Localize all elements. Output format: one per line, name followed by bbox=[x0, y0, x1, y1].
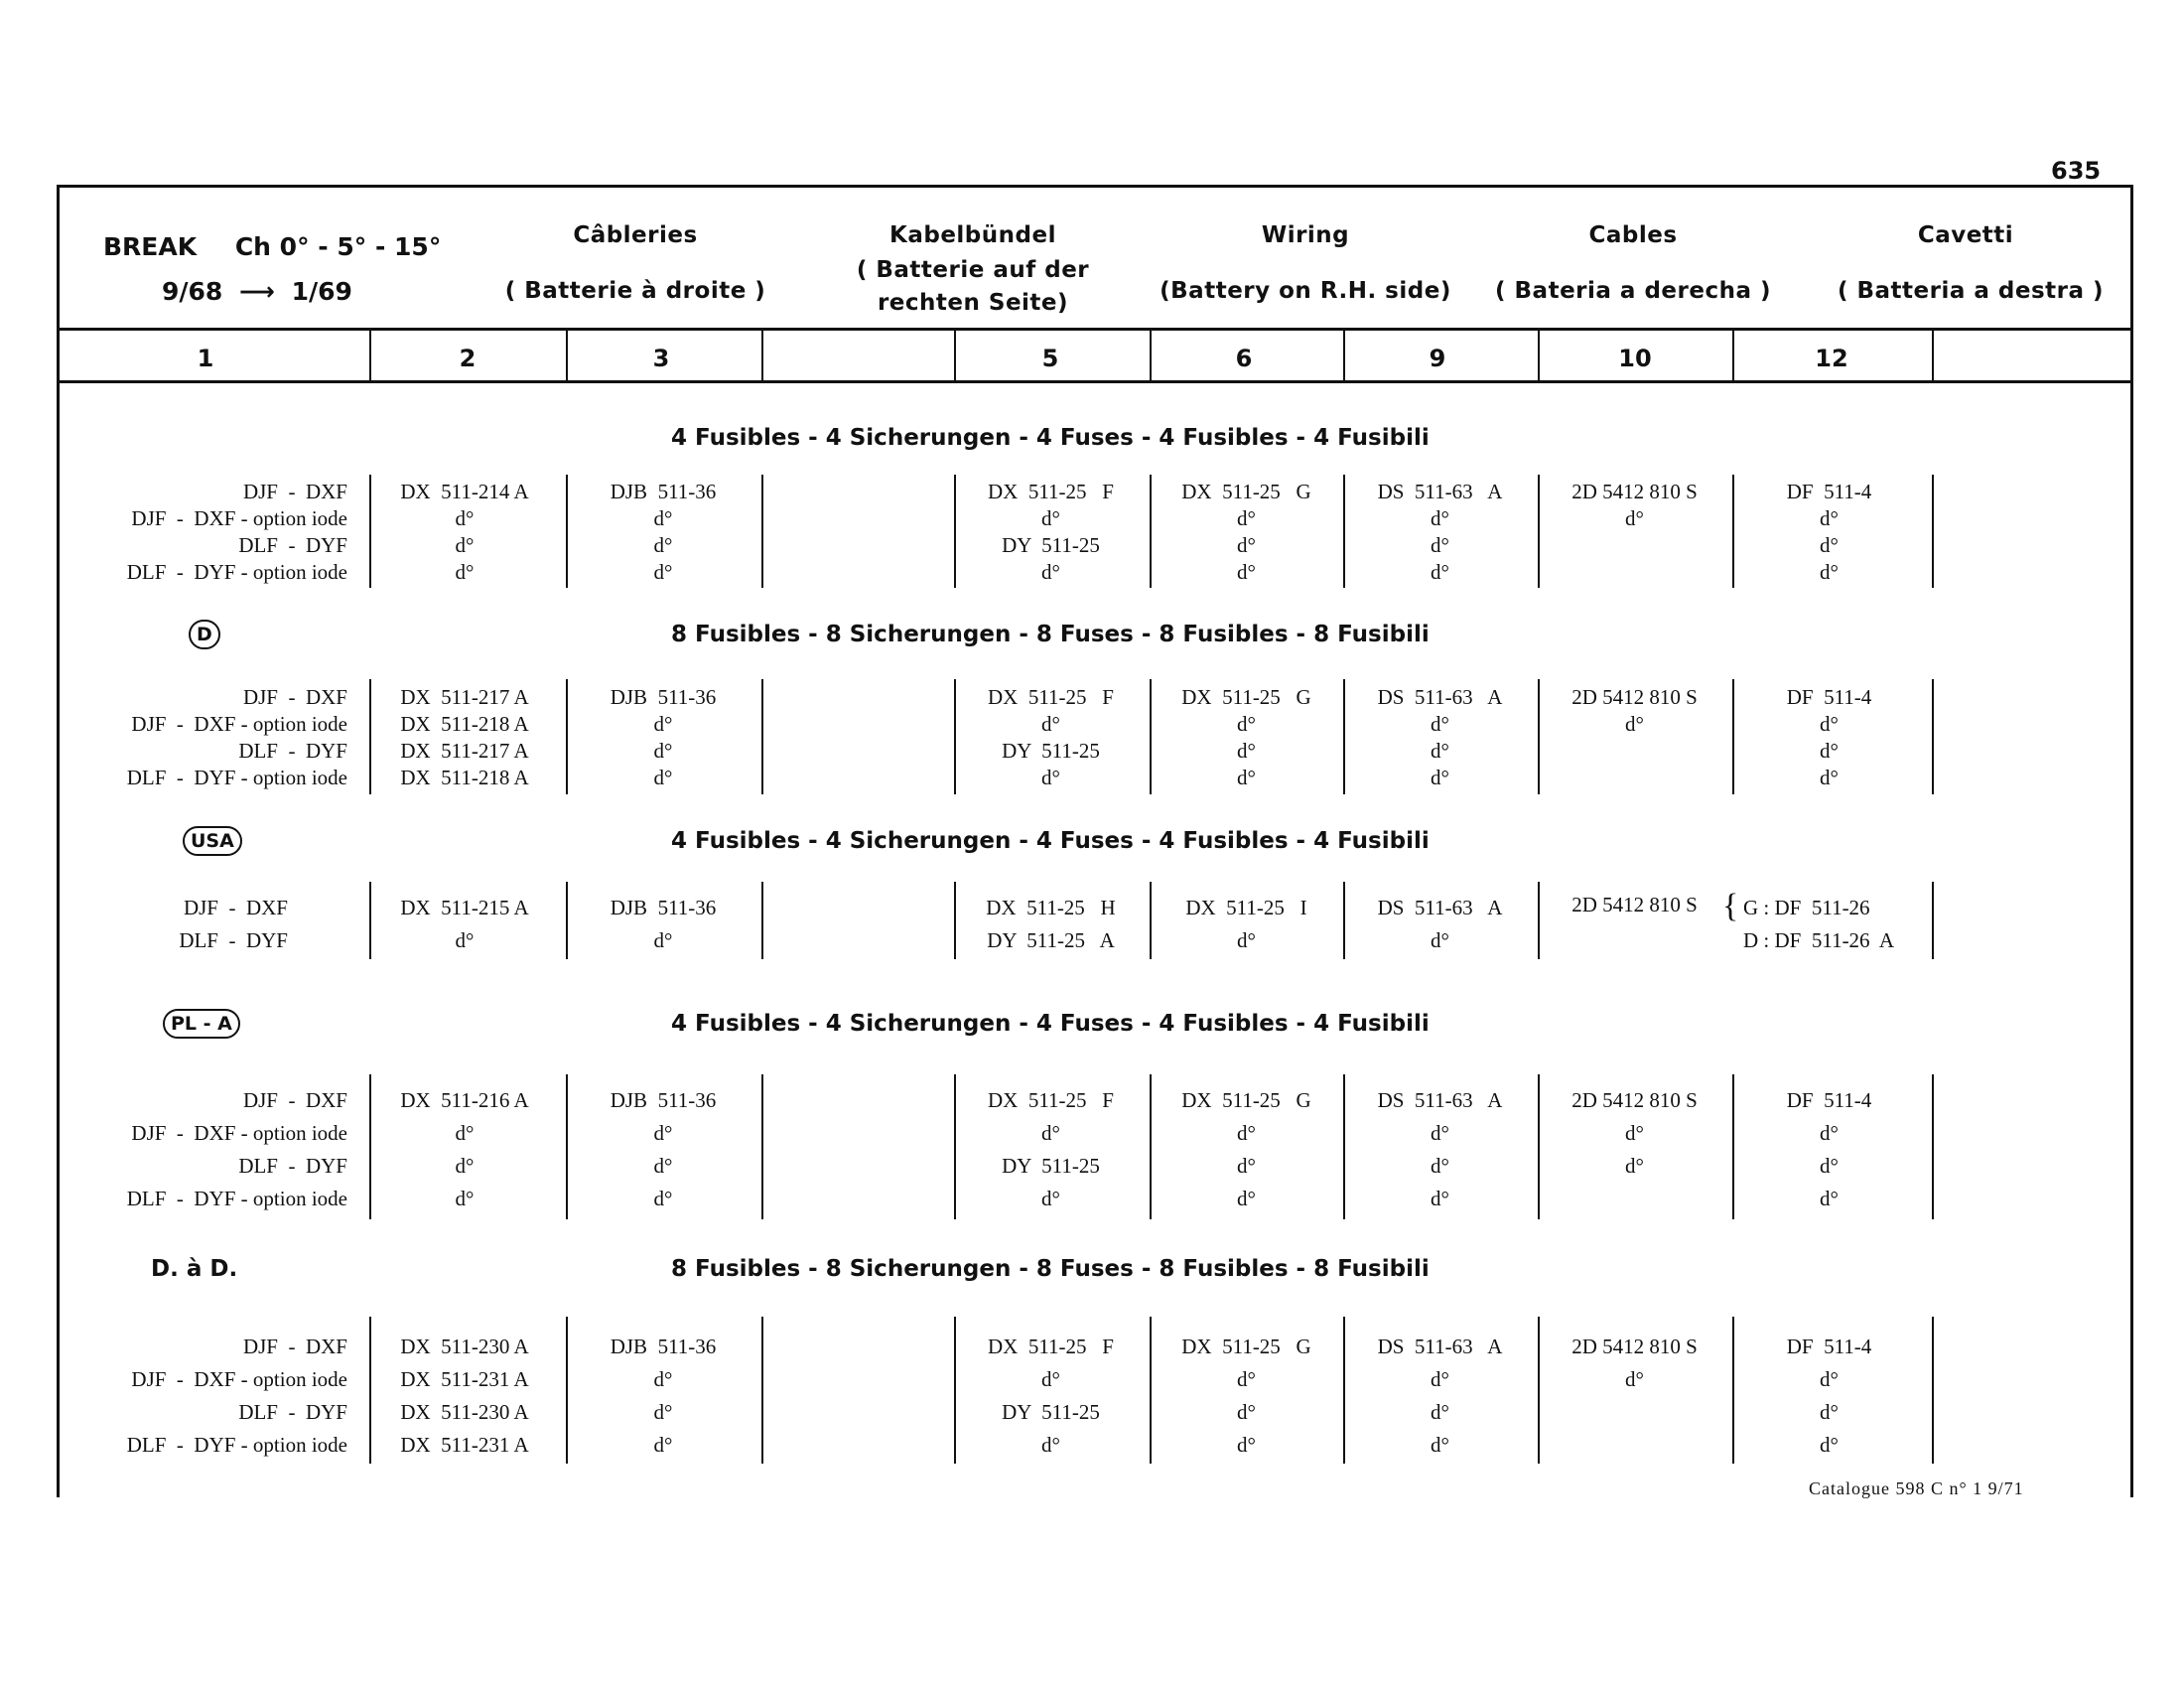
cell-divider bbox=[1932, 1074, 1934, 1219]
section-col10: 2D 5412 810 S d° bbox=[1571, 480, 1698, 530]
header-divider bbox=[57, 328, 2133, 331]
section-col10: 2D 5412 810 S d° bbox=[1571, 1335, 1698, 1391]
cell-divider bbox=[954, 475, 956, 588]
header-german-title: Kabelbündel bbox=[889, 222, 1056, 248]
cell-divider bbox=[954, 882, 956, 959]
column-separator bbox=[761, 331, 763, 383]
section-col10: 2D 5412 810 S d° bbox=[1571, 685, 1698, 736]
column-separator bbox=[369, 331, 371, 383]
section-col5: DX 511-25 H DY 511-25 A bbox=[986, 896, 1116, 952]
cell-divider bbox=[1732, 475, 1734, 588]
header-english-title: Wiring bbox=[1261, 222, 1350, 248]
country-code: D bbox=[189, 620, 220, 649]
cell-divider bbox=[1932, 1317, 1934, 1464]
section-vehicle-codes: DJF - DXF DJF - DXF - option iode DLF - DYF DLF - DYF - option iode bbox=[126, 1335, 347, 1457]
column-separator bbox=[1538, 331, 1540, 383]
cell-divider bbox=[566, 475, 568, 588]
section-col10: 2D 5412 810 S d° d° bbox=[1571, 1088, 1698, 1178]
chassis-range: Ch 0° - 5° - 15° bbox=[234, 232, 442, 261]
cell-divider bbox=[369, 1074, 371, 1219]
section-col3: DJB 511-36 d° bbox=[610, 896, 717, 952]
cell-divider bbox=[1150, 1317, 1152, 1464]
cell-divider bbox=[761, 679, 763, 794]
column-number: 9 bbox=[1429, 345, 1446, 372]
country-code: PL - A bbox=[163, 1009, 240, 1039]
section-heading: 4 Fusibles - 4 Sicherungen - 4 Fuses - 4 Fusibles - 4 Fusibili bbox=[671, 828, 1430, 854]
section-heading: 4 Fusibles - 4 Sicherungen - 4 Fuses - 4 Fusibles - 4 Fusibili bbox=[671, 425, 1430, 451]
column-number: 2 bbox=[459, 345, 477, 372]
cell-divider bbox=[954, 1074, 956, 1219]
cell-divider bbox=[1343, 679, 1345, 794]
column-separator bbox=[954, 331, 956, 383]
section-col6: DX 511-25 G d° d° d° bbox=[1181, 685, 1311, 789]
section-col9: DS 511-63 A d° d° d° bbox=[1377, 1088, 1503, 1210]
section-col5: DX 511-25 F d° DY 511-25 d° bbox=[988, 1088, 1114, 1210]
section-col3: DJB 511-36 d° d° d° bbox=[610, 1335, 717, 1457]
date-from: 9/68 bbox=[162, 277, 223, 306]
date-to: 1/69 bbox=[291, 277, 352, 306]
cell-divider bbox=[954, 1317, 956, 1464]
section-col2: DX 511-230 A DX 511-231 A DX 511-230 A DX 511-231 A bbox=[400, 1335, 529, 1457]
cell-divider bbox=[954, 679, 956, 794]
section-col12: G : DF 511-26 D : DF 511-26 A bbox=[1743, 896, 1895, 952]
header-spanish-subtitle: ( Bateria a derecha ) bbox=[1495, 278, 1771, 304]
column-number: 5 bbox=[1041, 345, 1059, 372]
cell-divider bbox=[1343, 1074, 1345, 1219]
column-number: 10 bbox=[1618, 345, 1652, 372]
cell-divider bbox=[1932, 679, 1934, 794]
section-vehicle-codes: DJF - DXF DLF - DYF bbox=[179, 896, 288, 952]
section-col5: DX 511-25 F d° DY 511-25 d° bbox=[988, 685, 1114, 789]
section-col12: DF 511-4 d° d° d° bbox=[1786, 685, 1872, 789]
column-separator bbox=[1150, 331, 1152, 383]
column-number: 1 bbox=[197, 345, 214, 372]
cell-divider bbox=[1343, 882, 1345, 959]
column-number: 6 bbox=[1235, 345, 1253, 372]
cell-divider bbox=[369, 475, 371, 588]
section-col12: DF 511-4 d° d° d° bbox=[1786, 1335, 1872, 1457]
table-top-border bbox=[57, 185, 2133, 188]
section-col9: DS 511-63 A d° bbox=[1377, 896, 1503, 952]
section-col9: DS 511-63 A d° d° d° bbox=[1377, 1335, 1503, 1457]
section-col10: 2D 5412 810 S bbox=[1571, 893, 1698, 916]
section-vehicle-codes: DJF - DXF DJF - DXF - option iode DLF - DYF DLF - DYF - option iode bbox=[126, 685, 347, 789]
column-number: 12 bbox=[1815, 345, 1848, 372]
header-french-subtitle: ( Batterie à droite ) bbox=[504, 278, 766, 304]
column-separator bbox=[566, 331, 568, 383]
section-col3: DJB 511-36 d° d° d° bbox=[610, 480, 717, 584]
cell-divider bbox=[1343, 475, 1345, 588]
cell-divider bbox=[369, 679, 371, 794]
cell-divider bbox=[1538, 882, 1540, 959]
cell-divider bbox=[369, 1317, 371, 1464]
section-col5: DX 511-25 F d° DY 511-25 d° bbox=[988, 480, 1114, 584]
section-col6: DX 511-25 I d° bbox=[1185, 896, 1307, 952]
cell-divider bbox=[761, 1074, 763, 1219]
cell-divider bbox=[761, 1317, 763, 1464]
column-number-divider bbox=[57, 380, 2133, 383]
country-code: USA bbox=[183, 826, 242, 856]
cell-divider bbox=[761, 475, 763, 588]
section-heading: 8 Fusibles - 8 Sicherungen - 8 Fuses - 8 Fusibles - 8 Fusibili bbox=[671, 622, 1430, 647]
page-number: 635 bbox=[2051, 157, 2102, 185]
section-col12: DF 511-4 d° d° d° bbox=[1786, 1088, 1872, 1210]
cell-divider bbox=[566, 679, 568, 794]
column-separator bbox=[1343, 331, 1345, 383]
column-number: 3 bbox=[652, 345, 670, 372]
column-separator bbox=[1932, 331, 1934, 383]
section-vehicle-codes: DJF - DXF DJF - DXF - option iode DLF - DYF DLF - DYF - option iode bbox=[126, 1088, 347, 1210]
country-badge-d bbox=[189, 620, 220, 649]
cell-divider bbox=[1732, 1074, 1734, 1219]
cell-divider bbox=[1932, 882, 1934, 959]
section-col3: DJB 511-36 d° d° d° bbox=[610, 685, 717, 789]
section-col2: DX 511-214 A d° d° d° bbox=[400, 480, 529, 584]
cell-divider bbox=[1732, 1317, 1734, 1464]
model-name: BREAK bbox=[103, 232, 198, 261]
section-col9: DS 511-63 A d° d° d° bbox=[1377, 685, 1503, 789]
cell-divider bbox=[1538, 679, 1540, 794]
cell-divider bbox=[1538, 475, 1540, 588]
cell-divider bbox=[761, 882, 763, 959]
header-spanish-title: Cables bbox=[1588, 222, 1678, 248]
catalogue-reference: Catalogue 598 C n° 1 9/71 bbox=[1809, 1478, 2024, 1498]
section-col6: DX 511-25 G d° d° d° bbox=[1181, 480, 1311, 584]
cell-divider bbox=[1538, 1317, 1540, 1464]
section-col12: DF 511-4 d° d° d° bbox=[1786, 480, 1872, 584]
cell-divider bbox=[1150, 475, 1152, 588]
date-range bbox=[162, 277, 352, 306]
arrow-icon: ⟶ bbox=[239, 277, 275, 306]
section-col2: DX 511-215 A d° bbox=[400, 896, 529, 952]
section-heading: 4 Fusibles - 4 Sicherungen - 4 Fuses - 4 Fusibles - 4 Fusibili bbox=[671, 1011, 1430, 1037]
section-col2: DX 511-217 A DX 511-218 A DX 511-217 A DX 511-218 A bbox=[400, 685, 529, 789]
header-italian-subtitle: ( Batteria a destra ) bbox=[1837, 278, 2105, 304]
cell-divider bbox=[1932, 475, 1934, 588]
header-italian-title: Cavetti bbox=[1917, 222, 2014, 248]
section-col6: DX 511-25 G d° d° d° bbox=[1181, 1088, 1311, 1210]
cell-divider bbox=[566, 1317, 568, 1464]
model-title bbox=[103, 232, 441, 261]
cell-divider bbox=[369, 882, 371, 959]
header-french-title: Câbleries bbox=[573, 222, 698, 248]
cell-divider bbox=[1150, 679, 1152, 794]
section-col3: DJB 511-36 d° d° d° bbox=[610, 1088, 717, 1210]
header-english-subtitle: (Battery on R.H. side) bbox=[1160, 278, 1451, 304]
section-label: D. à D. bbox=[151, 1256, 238, 1282]
section-col5: DX 511-25 F d° DY 511-25 d° bbox=[988, 1335, 1114, 1457]
section-vehicle-codes: DJF - DXF DJF - DXF - option iode DLF - DYF DLF - DYF - option iode bbox=[126, 480, 347, 584]
cell-divider bbox=[1732, 679, 1734, 794]
section-col2: DX 511-216 A d° d° d° bbox=[400, 1088, 529, 1210]
section-heading: 8 Fusibles - 8 Sicherungen - 8 Fuses - 8 Fusibles - 8 Fusibili bbox=[671, 1256, 1430, 1282]
section-col6: DX 511-25 G d° d° d° bbox=[1181, 1335, 1311, 1457]
country-badge-usa bbox=[183, 826, 242, 856]
country-badge-pl-a bbox=[163, 1009, 240, 1039]
brace-icon: { bbox=[1722, 888, 1739, 924]
cell-divider bbox=[1150, 1074, 1152, 1219]
cell-divider bbox=[1150, 882, 1152, 959]
cell-divider bbox=[566, 1074, 568, 1219]
header-german-subtitle: ( Batterie auf der rechten Seite) bbox=[856, 257, 1090, 316]
cell-divider bbox=[566, 882, 568, 959]
section-col9: DS 511-63 A d° d° d° bbox=[1377, 480, 1503, 584]
cell-divider bbox=[1343, 1317, 1345, 1464]
cell-divider bbox=[1538, 1074, 1540, 1219]
column-separator bbox=[1732, 331, 1734, 383]
